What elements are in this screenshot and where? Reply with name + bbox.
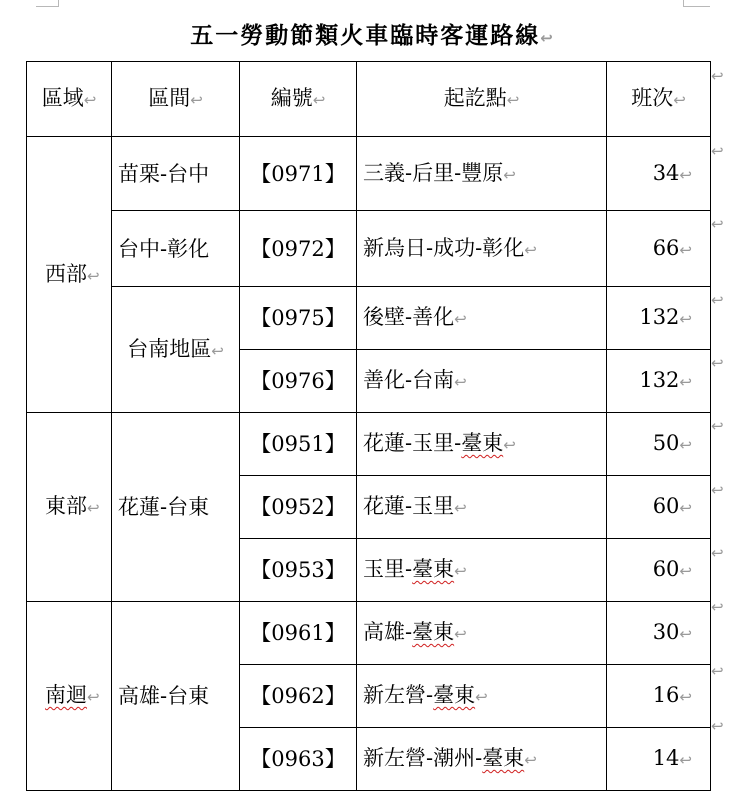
cell-mark: ↩ <box>679 373 692 391</box>
stations-cell <box>357 211 607 287</box>
section-label: 台南地區 <box>127 336 212 361</box>
route-stations-prefix: 新左營-潮州- <box>363 746 483 770</box>
code-cell <box>240 476 357 539</box>
trips-cell <box>607 728 711 791</box>
cell-mark: ↩ <box>454 562 467 580</box>
route-code: 【0961】 <box>250 621 346 645</box>
paragraph-mark: ↩ <box>540 29 555 47</box>
cell-mark: ↩ <box>503 165 516 184</box>
header-region-cell <box>27 62 112 137</box>
cell-mark: ↩ <box>83 91 97 109</box>
code-cell <box>240 413 357 476</box>
row-end-mark: ↩ <box>711 598 724 616</box>
table-row <box>27 413 711 476</box>
cell-mark: ↩ <box>679 688 692 706</box>
table-row <box>27 211 711 287</box>
cell-mark: ↩ <box>679 625 692 643</box>
header-code-cell <box>240 62 357 137</box>
cell-mark: ↩ <box>524 240 537 259</box>
row-end-mark: ↩ <box>711 215 724 233</box>
route-stations-flagged: 臺東 <box>412 557 455 581</box>
route-stations-flagged: 臺東 <box>482 746 525 770</box>
page-corner-mark-right <box>683 0 710 7</box>
region-label: 西部 <box>45 261 87 286</box>
cell-mark: ↩ <box>190 91 203 109</box>
trip-count: 132 <box>639 368 680 392</box>
cell-mark: ↩ <box>679 310 692 328</box>
trips-cell <box>607 476 711 539</box>
stations-cell <box>357 539 607 602</box>
cell-mark: ↩ <box>87 266 100 285</box>
section-label: 花蓮-台東 <box>118 495 210 519</box>
header-trips-cell <box>607 62 711 137</box>
route-code: 【0951】 <box>250 432 346 456</box>
trips-cell <box>607 211 711 287</box>
row-end-mark: ↩ <box>711 417 724 435</box>
trips-cell <box>607 539 711 602</box>
cell-mark: ↩ <box>87 499 100 517</box>
cell-mark: ↩ <box>454 373 467 391</box>
stations-cell <box>357 665 607 728</box>
header-stations-cell <box>357 62 607 137</box>
route-stations: 新烏日-成功-彰化 <box>363 235 525 260</box>
route-table <box>26 61 711 791</box>
code-cell <box>240 665 357 728</box>
trip-count: 66 <box>652 235 680 260</box>
route-code: 【0975】 <box>250 306 346 330</box>
section-cell <box>112 137 240 211</box>
row-end-mark: ↩ <box>711 67 724 85</box>
row-end-mark: ↩ <box>711 662 724 680</box>
region-label: 東部 <box>45 494 87 518</box>
header-row <box>27 62 711 137</box>
region-cell-south <box>27 602 112 791</box>
trip-count: 14 <box>652 746 680 770</box>
code-cell <box>240 539 357 602</box>
section-cell <box>112 413 240 602</box>
header-stations: 起訖點 <box>443 86 507 110</box>
route-stations-prefix: 花蓮-玉里- <box>363 431 462 455</box>
route-code: 【0952】 <box>250 495 346 519</box>
route-code: 【0976】 <box>250 369 346 393</box>
document-title <box>0 20 745 54</box>
route-stations-flagged: 臺東 <box>461 431 504 455</box>
trips-cell <box>607 287 711 350</box>
stations-cell <box>357 350 607 413</box>
row-end-mark: ↩ <box>711 142 724 160</box>
cell-mark: ↩ <box>475 688 488 706</box>
route-code: 【0972】 <box>250 236 346 261</box>
section-cell <box>112 211 240 287</box>
cell-mark: ↩ <box>87 688 100 706</box>
route-code: 【0963】 <box>250 747 346 771</box>
route-stations: 三義-后里-豐原 <box>363 160 504 185</box>
stations-cell <box>357 287 607 350</box>
code-cell <box>240 211 357 287</box>
cell-mark: ↩ <box>679 751 692 769</box>
cell-mark: ↩ <box>211 341 224 360</box>
header-region: 區域 <box>41 86 84 110</box>
trip-count: 34 <box>652 160 680 185</box>
trip-count: 30 <box>652 620 680 644</box>
cell-mark: ↩ <box>312 91 326 109</box>
title-text: 五一勞動節類火車臨時客運路線 <box>190 22 541 49</box>
cell-mark: ↩ <box>679 240 692 259</box>
trips-cell <box>607 137 711 211</box>
header-code: 編號 <box>270 86 313 110</box>
row-end-mark: ↩ <box>711 291 724 309</box>
header-section-cell <box>112 62 240 137</box>
route-code: 【0953】 <box>250 558 346 582</box>
trip-count: 60 <box>652 494 680 518</box>
cell-mark: ↩ <box>503 436 516 454</box>
route-code: 【0971】 <box>250 161 346 186</box>
stations-cell <box>357 137 607 211</box>
section-label: 苗栗-台中 <box>118 161 210 186</box>
trip-count: 132 <box>639 305 680 329</box>
route-stations-prefix: 新左營- <box>363 683 434 707</box>
table-row <box>27 287 711 350</box>
page-corner-mark-left <box>36 0 59 7</box>
stations-cell <box>357 413 607 476</box>
code-cell <box>240 137 357 211</box>
route-stations-flagged: 臺東 <box>412 620 455 644</box>
section-label: 台中-彰化 <box>118 236 210 261</box>
header-section: 區間 <box>148 86 191 110</box>
route-stations-prefix: 玉里- <box>363 557 413 581</box>
code-cell <box>240 602 357 665</box>
cell-mark: ↩ <box>679 562 692 580</box>
stations-cell <box>357 728 607 791</box>
stations-cell <box>357 476 607 539</box>
trips-cell <box>607 665 711 728</box>
cell-mark: ↩ <box>679 436 692 454</box>
row-end-mark: ↩ <box>711 717 724 735</box>
code-cell <box>240 350 357 413</box>
table-row <box>27 602 711 665</box>
trip-count: 50 <box>652 431 680 455</box>
cell-mark: ↩ <box>679 165 692 184</box>
region-cell-east <box>27 413 112 602</box>
route-stations: 花蓮-玉里 <box>363 494 455 518</box>
cell-mark: ↩ <box>454 499 467 517</box>
section-cell <box>112 602 240 791</box>
row-end-mark: ↩ <box>711 544 724 562</box>
row-end-mark: ↩ <box>711 481 724 499</box>
route-stations: 後壁-善化 <box>363 305 455 329</box>
code-cell <box>240 287 357 350</box>
trips-cell <box>607 413 711 476</box>
region-label: 南迴 <box>45 683 87 707</box>
trip-count: 16 <box>652 683 680 707</box>
header-trips: 班次 <box>631 86 674 110</box>
route-stations-prefix: 高雄- <box>363 620 413 644</box>
code-cell <box>240 728 357 791</box>
region-cell-west <box>27 137 112 413</box>
trip-count: 60 <box>652 557 680 581</box>
cell-mark: ↩ <box>673 91 686 109</box>
route-stations-flagged: 臺東 <box>433 683 476 707</box>
row-end-mark: ↩ <box>711 354 724 372</box>
section-label: 高雄-台東 <box>118 684 210 708</box>
cell-mark: ↩ <box>506 91 520 109</box>
cell-mark: ↩ <box>679 499 692 517</box>
trips-cell <box>607 350 711 413</box>
trips-cell <box>607 602 711 665</box>
cell-mark: ↩ <box>524 751 537 769</box>
table-row <box>27 137 711 211</box>
cell-mark: ↩ <box>454 310 467 328</box>
stations-cell <box>357 602 607 665</box>
route-stations: 善化-台南 <box>363 368 455 392</box>
route-code: 【0962】 <box>250 684 346 708</box>
section-cell <box>112 287 240 413</box>
cell-mark: ↩ <box>454 625 467 643</box>
